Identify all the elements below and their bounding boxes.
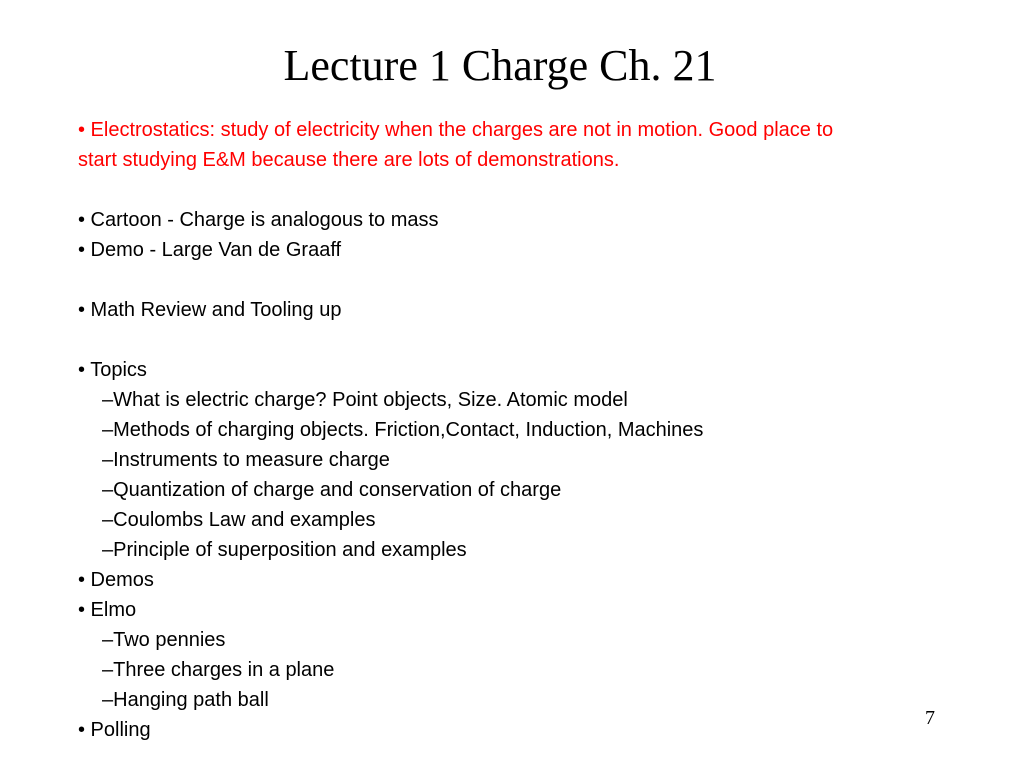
bullet-demo-van-de-graaff: • Demo - Large Van de Graaff [78, 239, 342, 261]
bullet-elmo: • Elmo [78, 599, 137, 621]
topic-item: –Quantization of charge and conservation of charge [102, 479, 562, 501]
elmo-item: –Two pennies [102, 629, 226, 651]
page-number: 7 [925, 707, 935, 729]
intro-line-2-end: . [613, 149, 620, 171]
elmo-item: –Hanging path ball [102, 689, 269, 711]
spacer [78, 265, 958, 295]
bullet-polling: • Polling [78, 719, 151, 741]
slide-title: Lecture 1 Charge Ch. 21 [283, 41, 717, 90]
topic-item: –Instruments to measure charge [102, 449, 390, 471]
bullet-topics: • Topics [78, 359, 147, 381]
topic-item: –What is electric charge? Point objects, Size. Atomic model [102, 389, 628, 411]
bullet-math-review: • Math Review and Tooling up [78, 299, 342, 321]
intro-line-1: • Electrostatics: study of electricity when the charges are not in motion. Good place to [78, 119, 834, 141]
slide-body [78, 115, 958, 745]
elmo-item: –Three charges in a plane [102, 659, 335, 681]
bullet-cartoon: • Cartoon - Charge is analogous to mass [78, 209, 439, 231]
intro-line-2-text: start studying E&M because there are lots of demonstrations [78, 149, 614, 171]
spacer [78, 175, 958, 205]
spacer [78, 325, 958, 355]
intro-line-2 [78, 145, 958, 175]
topic-item: –Principle of superposition and examples [102, 539, 467, 561]
topic-item: –Methods of charging objects. Friction,Contact, Induction, Machines [102, 419, 704, 441]
topic-item: –Coulombs Law and examples [102, 509, 376, 531]
bullet-demos: • Demos [78, 569, 154, 591]
